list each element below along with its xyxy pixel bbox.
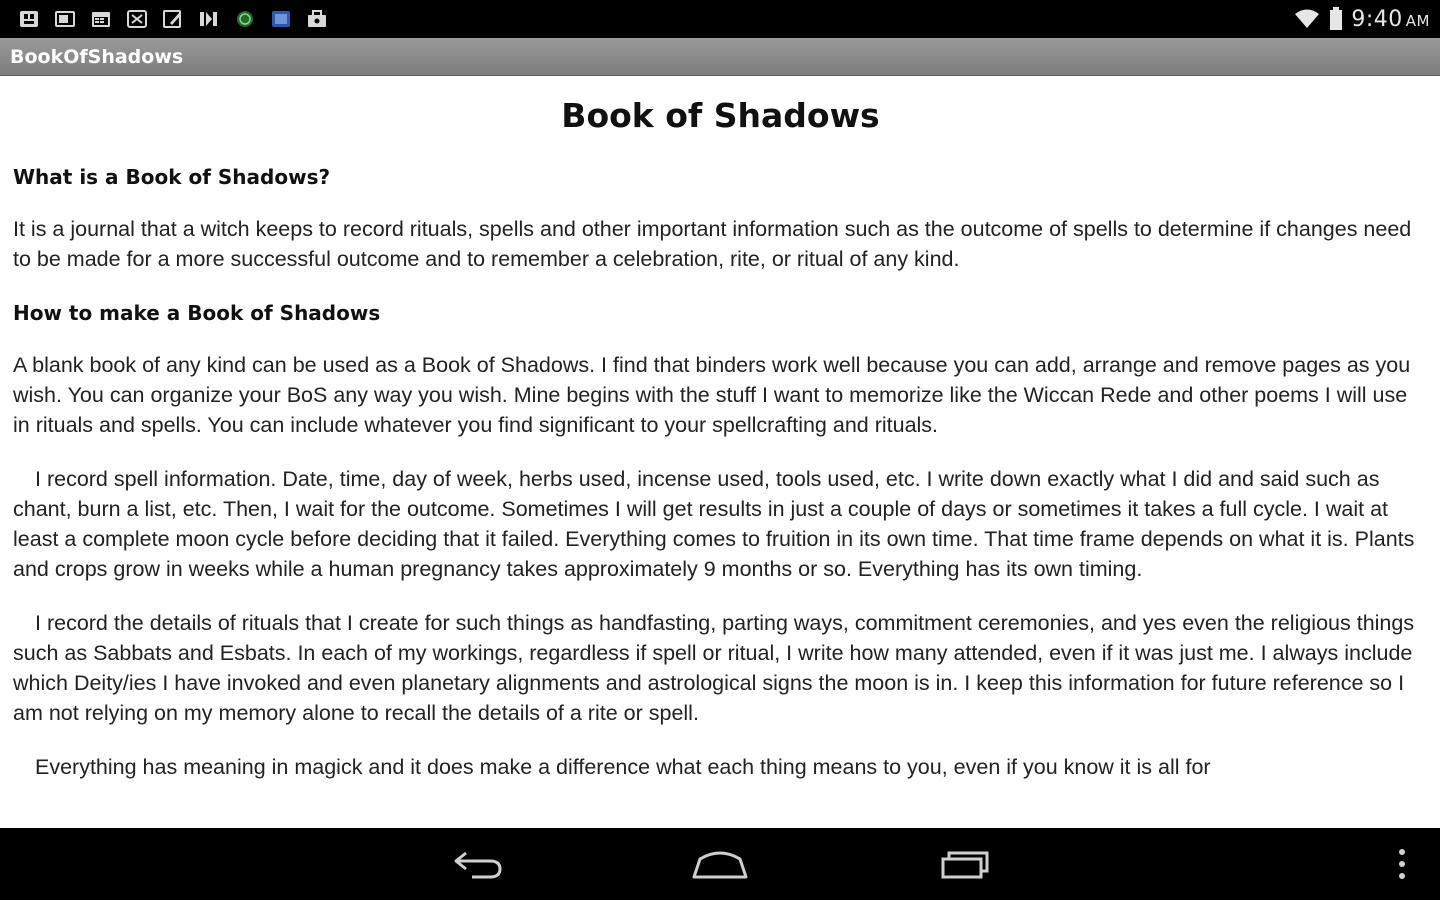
section-heading-what: What is a Book of Shadows? [13, 165, 331, 190]
action-bar [0, 38, 1440, 76]
paragraph-spell-info: I record spell information. Date, time, day of week, herbs used, incense used, tools used, etc. I write down exactly what I did and said such as chant, burn a list, etc. Then, I wait for the outcome. Sometimes I will get results in just a couple of days or sometimes it takes a full cycle. I wait at least a complete moon cycle before deciding that it failed. Everything comes to fruition in its own time. That time frame depends on what it is. Plants and crops grow in weeks while a human pregnancy takes approximately 9 months or so. Everything has its own timing. [13, 467, 1415, 582]
battery-icon [1329, 7, 1343, 31]
clock-ampm: AM [1405, 11, 1430, 30]
status-right [1293, 7, 1430, 32]
status-bar [0, 0, 1440, 38]
clock [1351, 7, 1430, 32]
recent-apps-button[interactable] [925, 842, 1005, 886]
section-heading-how: How to make a Book of Shadows [13, 301, 381, 326]
back-icon [450, 847, 506, 881]
overflow-menu-button[interactable] [1382, 842, 1422, 886]
navigation-bar [0, 828, 1440, 900]
content-scroll-view[interactable] [0, 76, 1440, 828]
page-title: Book of Shadows [561, 96, 880, 135]
clock-badge-icon[interactable] [234, 9, 256, 29]
edit-icon[interactable] [162, 9, 184, 29]
recent-apps-icon [937, 847, 993, 881]
app-title: BookOfShadows [10, 45, 184, 68]
wifi-icon [1293, 8, 1321, 30]
back-button[interactable] [438, 842, 518, 886]
calendar-icon[interactable] [90, 9, 112, 29]
paragraph-blank-book: A blank book of any kind can be used as a Book of Shadows. I find that binders work well because you can add, arrange and remove pages as you wish. You can organize your BoS any way you wish. Mine begins with the stuff I want to memorize like the Wiccan Rede and other poems I will use in rituals and spells. You can include whatever you find significant to your spellcrafting and rituals. [13, 353, 1411, 438]
paragraph-meaning: Everything has meaning in magick and it does make a difference what each thing means to you, even if you know it is all for [35, 755, 1211, 780]
briefcase-icon[interactable] [306, 9, 328, 29]
paragraph-definition: It is a journal that a witch keeps to record rituals, spells and other important information such as the outcome of spells to determine if changes need to be made for a more successful outcome and to remember a celebration, rite, or ritual of any kind. [13, 217, 1412, 272]
app-notification-icon[interactable] [18, 9, 40, 29]
photo-icon[interactable] [270, 9, 292, 29]
home-button[interactable] [680, 842, 760, 886]
gallery-icon[interactable] [54, 9, 76, 29]
media-icon[interactable] [198, 9, 220, 29]
grid-app-icon[interactable] [126, 9, 148, 29]
home-icon [690, 847, 750, 881]
overflow-menu-icon [1397, 847, 1407, 881]
notification-icons [18, 9, 328, 29]
clock-time: 9:40 [1351, 6, 1403, 32]
paragraph-ritual-details: I record the details of rituals that I create for such things as handfasting, parting ways, commitment ceremonies, and yes even the religious things such as Sabbats and Esbats. In each of my workings, regardless if spell or ritual, I write how many attended, even if it was just me. I always include which Deity/ies I have invoked and even planetary alignments and astrological signs the moon is in. I keep this information for future reference so I am not relying on my memory alone to recall the details of a rite or spell. [13, 611, 1415, 726]
